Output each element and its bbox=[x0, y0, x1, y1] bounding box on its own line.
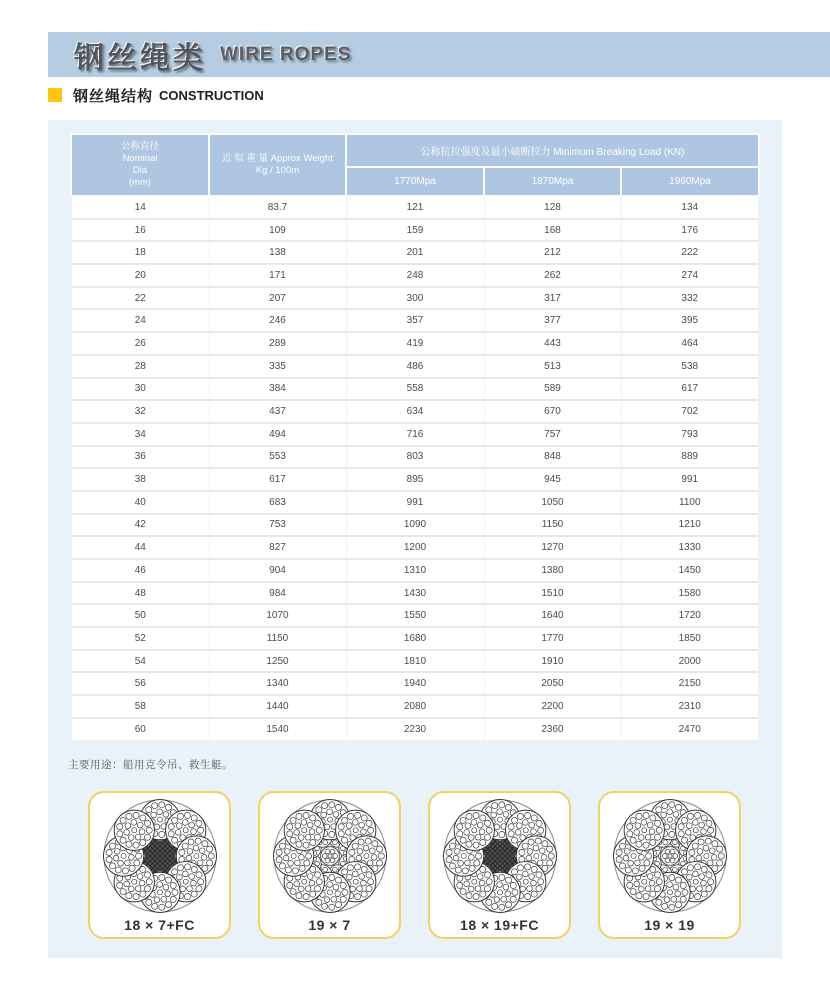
table-cell: 1050 bbox=[484, 491, 621, 514]
rope-card bbox=[428, 791, 571, 939]
table-cell: 827 bbox=[209, 536, 346, 559]
table-cell: 395 bbox=[621, 309, 759, 332]
table-cell: 14 bbox=[71, 196, 209, 219]
table-cell: 2000 bbox=[621, 650, 759, 673]
table-cell: 171 bbox=[209, 264, 346, 287]
table-cell: 904 bbox=[209, 559, 346, 582]
table-cell: 2150 bbox=[621, 672, 759, 695]
table-cell: 168 bbox=[484, 219, 621, 242]
table-cell: 848 bbox=[484, 446, 621, 469]
table-cell: 1330 bbox=[621, 536, 759, 559]
table-cell: 128 bbox=[484, 196, 621, 219]
breaking-load-table bbox=[70, 133, 760, 742]
table-cell: 176 bbox=[621, 219, 759, 242]
table-cell: 274 bbox=[621, 264, 759, 287]
header-line: (mm) bbox=[128, 177, 152, 188]
table-cell: 138 bbox=[209, 241, 346, 264]
table-header bbox=[71, 134, 759, 196]
header-approx-weight bbox=[209, 134, 346, 196]
table-cell: 1070 bbox=[209, 604, 346, 627]
table-cell: 54 bbox=[71, 650, 209, 673]
table-cell: 486 bbox=[346, 355, 484, 378]
header-line: 近 似 重 量 Approx Weight bbox=[222, 153, 333, 164]
table-cell: 1720 bbox=[621, 604, 759, 627]
table-cell: 289 bbox=[209, 332, 346, 355]
table-row bbox=[71, 559, 759, 582]
rope-card bbox=[598, 791, 741, 939]
table-cell: 2360 bbox=[484, 718, 621, 741]
table-cell: 246 bbox=[209, 309, 346, 332]
table-cell: 984 bbox=[209, 582, 346, 605]
table-cell: 634 bbox=[346, 400, 484, 423]
table-cell: 757 bbox=[484, 423, 621, 446]
table-cell: 538 bbox=[621, 355, 759, 378]
table-cell: 42 bbox=[71, 514, 209, 537]
table-cell: 558 bbox=[346, 378, 484, 401]
table-row bbox=[71, 604, 759, 627]
table-cell: 20 bbox=[71, 264, 209, 287]
rope-cross-section-diagram bbox=[611, 797, 729, 915]
table-cell: 419 bbox=[346, 332, 484, 355]
table-cell: 494 bbox=[209, 423, 346, 446]
table-cell: 24 bbox=[71, 309, 209, 332]
table-cell: 1770 bbox=[484, 627, 621, 650]
table-cell: 1850 bbox=[621, 627, 759, 650]
table-cell: 28 bbox=[71, 355, 209, 378]
rope-card-label: 18 × 7+FC bbox=[124, 917, 195, 933]
table-row bbox=[71, 400, 759, 423]
table-cell: 56 bbox=[71, 672, 209, 695]
table-row bbox=[71, 378, 759, 401]
table-cell: 32 bbox=[71, 400, 209, 423]
table-cell: 702 bbox=[621, 400, 759, 423]
table-cell: 50 bbox=[71, 604, 209, 627]
section-heading bbox=[48, 86, 264, 104]
table-cell: 109 bbox=[209, 219, 346, 242]
table-cell: 1250 bbox=[209, 650, 346, 673]
table-cell: 1200 bbox=[346, 536, 484, 559]
table-cell: 46 bbox=[71, 559, 209, 582]
header-1770mpa: 1770Mpa bbox=[346, 167, 484, 196]
table-cell: 670 bbox=[484, 400, 621, 423]
table-cell: 889 bbox=[621, 446, 759, 469]
table-cell: 332 bbox=[621, 287, 759, 310]
table-row bbox=[71, 491, 759, 514]
table-cell: 1310 bbox=[346, 559, 484, 582]
table-cell: 617 bbox=[209, 468, 346, 491]
table-row bbox=[71, 423, 759, 446]
table-row bbox=[71, 650, 759, 673]
table-cell: 58 bbox=[71, 695, 209, 718]
table-cell: 1550 bbox=[346, 604, 484, 627]
table-cell: 2470 bbox=[621, 718, 759, 741]
rope-cross-section-diagram bbox=[101, 797, 219, 915]
banner-title-zh: 钢丝绳类 bbox=[74, 41, 206, 75]
table-cell: 357 bbox=[346, 309, 484, 332]
table-cell: 589 bbox=[484, 378, 621, 401]
table-row bbox=[71, 241, 759, 264]
table-cell: 60 bbox=[71, 718, 209, 741]
header-1870mpa: 1870Mpa bbox=[484, 167, 621, 196]
rope-cross-section-diagram bbox=[441, 797, 559, 915]
header-line: Dia bbox=[132, 165, 148, 176]
section-title-zh: 钢丝绳结构 bbox=[73, 87, 154, 105]
rope-card-label: 19 × 7 bbox=[308, 917, 351, 933]
header-breaking-load-group: 公称抗拉强度及最小破断拉力 Minimum Breaking Load (KN) bbox=[346, 134, 759, 167]
table-cell: 201 bbox=[346, 241, 484, 264]
table-row bbox=[71, 264, 759, 287]
header-1960mpa: 1960Mpa bbox=[621, 167, 759, 196]
table-cell: 716 bbox=[346, 423, 484, 446]
table-cell: 991 bbox=[346, 491, 484, 514]
table-cell: 553 bbox=[209, 446, 346, 469]
table-cell: 945 bbox=[484, 468, 621, 491]
table-cell: 1150 bbox=[209, 627, 346, 650]
table-cell: 1090 bbox=[346, 514, 484, 537]
table-cell: 52 bbox=[71, 627, 209, 650]
table-cell: 300 bbox=[346, 287, 484, 310]
table-row bbox=[71, 695, 759, 718]
table-cell: 1210 bbox=[621, 514, 759, 537]
table-row bbox=[71, 287, 759, 310]
content-panel bbox=[48, 120, 782, 958]
table-cell: 134 bbox=[621, 196, 759, 219]
banner-title-en: WIRE ROPES bbox=[220, 43, 352, 65]
table-row bbox=[71, 582, 759, 605]
table-row bbox=[71, 355, 759, 378]
table-cell: 262 bbox=[484, 264, 621, 287]
rope-cross-section-diagram bbox=[271, 797, 389, 915]
header-line: 公称直径 bbox=[120, 141, 159, 152]
table-cell: 83.7 bbox=[209, 196, 346, 219]
table-cell: 1940 bbox=[346, 672, 484, 695]
table-cell: 159 bbox=[346, 219, 484, 242]
main-uses-note: 主要用途：船用克令吊、救生艇。 bbox=[68, 759, 233, 771]
table-cell: 1150 bbox=[484, 514, 621, 537]
table-cell: 18 bbox=[71, 241, 209, 264]
table-cell: 683 bbox=[209, 491, 346, 514]
table-row bbox=[71, 309, 759, 332]
table-cell: 1680 bbox=[346, 627, 484, 650]
table-cell: 1540 bbox=[209, 718, 346, 741]
table-cell: 1810 bbox=[346, 650, 484, 673]
table-cell: 991 bbox=[621, 468, 759, 491]
table-cell: 2230 bbox=[346, 718, 484, 741]
table-cell: 377 bbox=[484, 309, 621, 332]
table-cell: 895 bbox=[346, 468, 484, 491]
table-cell: 384 bbox=[209, 378, 346, 401]
table-row bbox=[71, 536, 759, 559]
table-cell: 1580 bbox=[621, 582, 759, 605]
table-cell: 36 bbox=[71, 446, 209, 469]
table-cell: 2080 bbox=[346, 695, 484, 718]
table-cell: 1430 bbox=[346, 582, 484, 605]
table-cell: 513 bbox=[484, 355, 621, 378]
header-line: Nominal bbox=[122, 153, 158, 164]
table-cell: 22 bbox=[71, 287, 209, 310]
table-cell: 48 bbox=[71, 582, 209, 605]
table-cell: 317 bbox=[484, 287, 621, 310]
table-cell: 1100 bbox=[621, 491, 759, 514]
table-cell: 1910 bbox=[484, 650, 621, 673]
table-cell: 443 bbox=[484, 332, 621, 355]
table-cell: 2050 bbox=[484, 672, 621, 695]
header-nominal-dia bbox=[71, 134, 209, 196]
table-row bbox=[71, 672, 759, 695]
table-cell: 803 bbox=[346, 446, 484, 469]
table-cell: 335 bbox=[209, 355, 346, 378]
table-cell: 617 bbox=[621, 378, 759, 401]
table-cell: 1440 bbox=[209, 695, 346, 718]
table-row bbox=[71, 446, 759, 469]
table-cell: 2200 bbox=[484, 695, 621, 718]
table-cell: 753 bbox=[209, 514, 346, 537]
rope-card-label: 18 × 19+FC bbox=[460, 917, 539, 933]
table-cell: 212 bbox=[484, 241, 621, 264]
table-row bbox=[71, 219, 759, 242]
table-row bbox=[71, 627, 759, 650]
table-cell: 207 bbox=[209, 287, 346, 310]
table-body bbox=[71, 196, 759, 741]
table-cell: 34 bbox=[71, 423, 209, 446]
table-cell: 1340 bbox=[209, 672, 346, 695]
rope-card bbox=[258, 791, 401, 939]
table-cell: 2310 bbox=[621, 695, 759, 718]
table-row bbox=[71, 196, 759, 219]
header-line: Kg / 100m bbox=[255, 165, 300, 176]
table-cell: 793 bbox=[621, 423, 759, 446]
table-cell: 38 bbox=[71, 468, 209, 491]
table-cell: 121 bbox=[346, 196, 484, 219]
table-cell: 437 bbox=[209, 400, 346, 423]
table-cell: 40 bbox=[71, 491, 209, 514]
table-cell: 44 bbox=[71, 536, 209, 559]
table-row bbox=[71, 332, 759, 355]
table-row bbox=[71, 468, 759, 491]
table-cell: 1640 bbox=[484, 604, 621, 627]
table-cell: 26 bbox=[71, 332, 209, 355]
rope-card-label: 19 × 19 bbox=[644, 917, 695, 933]
section-title-en: CONSTRUCTION bbox=[159, 87, 264, 103]
page-banner bbox=[48, 32, 830, 77]
table-row bbox=[71, 514, 759, 537]
rope-card bbox=[88, 791, 231, 939]
table-cell: 464 bbox=[621, 332, 759, 355]
table-cell: 1380 bbox=[484, 559, 621, 582]
table-cell: 222 bbox=[621, 241, 759, 264]
yellow-square-icon bbox=[48, 88, 62, 102]
table-cell: 248 bbox=[346, 264, 484, 287]
rope-construction-cards bbox=[88, 791, 741, 939]
table-cell: 1270 bbox=[484, 536, 621, 559]
table-cell: 1510 bbox=[484, 582, 621, 605]
table-row bbox=[71, 718, 759, 741]
table-cell: 30 bbox=[71, 378, 209, 401]
table-cell: 1450 bbox=[621, 559, 759, 582]
table-cell: 16 bbox=[71, 219, 209, 242]
